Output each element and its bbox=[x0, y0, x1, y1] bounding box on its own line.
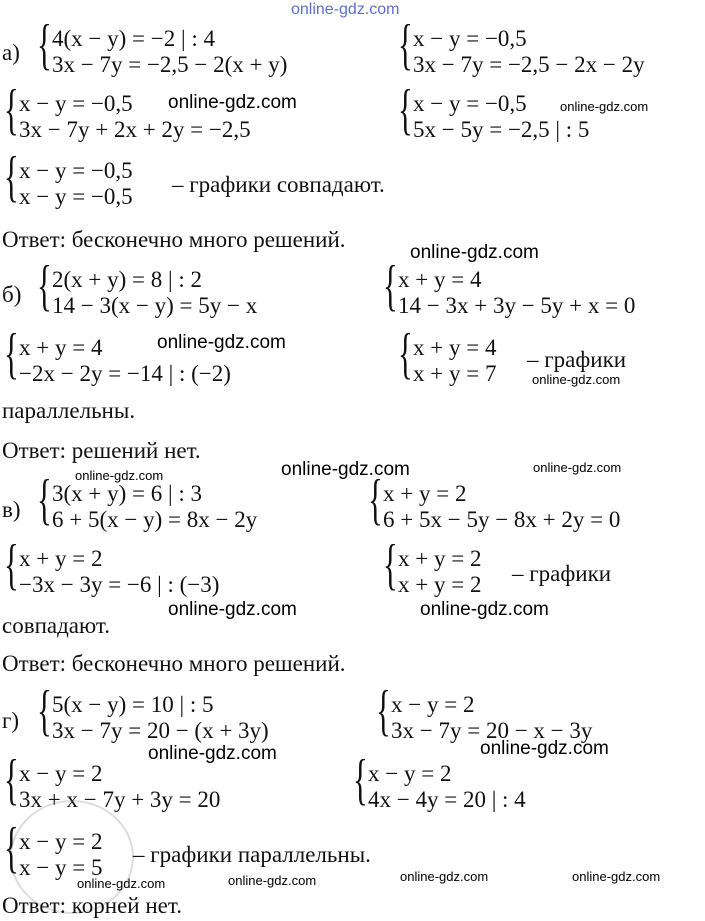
brace-icon: { bbox=[398, 323, 413, 385]
brace-icon: { bbox=[368, 469, 383, 531]
brace-icon: { bbox=[376, 680, 391, 742]
brace-icon: { bbox=[37, 14, 52, 76]
equation: −2x − 2y = −14 | : (−2) bbox=[19, 361, 231, 386]
equation: 5(x − y) = 10 | : 5 bbox=[52, 692, 214, 717]
part-b-note: – графики bbox=[527, 347, 627, 372]
equation: x − y = 2 bbox=[368, 761, 452, 786]
equation: x − y = −0,5 bbox=[413, 91, 527, 116]
equation: x − y = 2 bbox=[19, 829, 103, 854]
equation: 6 + 5(x − y) = 8x − 2y bbox=[52, 507, 258, 532]
watermark: online-gdz.com bbox=[281, 459, 410, 480]
equation: x − y = −0,5 bbox=[413, 26, 527, 51]
watermark: online-gdz.com bbox=[532, 372, 621, 387]
equation: x − y = 2 bbox=[391, 692, 475, 717]
equation: x − y = −0,5 bbox=[19, 184, 133, 209]
watermark: online-gdz.com bbox=[533, 460, 622, 475]
equation: x − y = 2 bbox=[19, 761, 103, 786]
brace-icon: { bbox=[4, 817, 19, 879]
brace-icon: { bbox=[37, 255, 52, 317]
equation: x − y = −0,5 bbox=[19, 158, 133, 183]
watermark: online-gdz.com bbox=[228, 873, 317, 888]
watermark: online-gdz.com bbox=[560, 99, 649, 114]
equation: 3x − 7y = 20 − x − 3y bbox=[391, 718, 593, 743]
equation: 2(x + y) = 8 | : 2 bbox=[52, 267, 203, 292]
part-v-continuation: совпадают. bbox=[2, 613, 110, 638]
watermark: online-gdz.com bbox=[77, 876, 166, 891]
equation: x + y = 2 bbox=[383, 481, 467, 506]
watermark: online-gdz.com bbox=[75, 468, 164, 483]
brace-icon: { bbox=[37, 680, 52, 742]
equation: x + y = 2 bbox=[19, 546, 103, 571]
watermark: online-gdz.com bbox=[148, 743, 277, 764]
equation: 4x − 4y = 20 | : 4 bbox=[368, 787, 526, 812]
equation: 6 + 5x − 5y − 8x + 2y = 0 bbox=[383, 507, 621, 532]
brace-icon: { bbox=[353, 749, 368, 811]
part-g-answer: Ответ: корней нет. bbox=[2, 893, 182, 918]
watermark-top: online-gdz.com bbox=[291, 1, 400, 18]
brace-icon: { bbox=[383, 255, 398, 317]
equation: x + y = 2 bbox=[398, 572, 482, 597]
watermark: online-gdz.com bbox=[168, 92, 297, 113]
equation: 3x + x − 7y + 3y = 20 bbox=[19, 787, 221, 812]
brace-icon: { bbox=[398, 14, 413, 76]
equation: −3x − 3y = −6 | : (−3) bbox=[19, 572, 220, 597]
part-v-answer: Ответ: бесконечно много решений. bbox=[2, 651, 346, 676]
equation: 4(x − y) = −2 | : 4 bbox=[52, 26, 215, 51]
part-a-answer: Ответ: бесконечно много решений. bbox=[2, 227, 346, 252]
equation: x + y = 4 bbox=[398, 267, 482, 292]
equation: x + y = 4 bbox=[413, 335, 497, 360]
watermark: online-gdz.com bbox=[400, 869, 489, 884]
equation: 14 − 3x + 3y − 5y + x = 0 bbox=[398, 293, 636, 318]
brace-icon: { bbox=[383, 534, 398, 596]
part-a-note: – графики совпадают. bbox=[172, 172, 385, 197]
equation: 5x − 5y = −2,5 | : 5 bbox=[413, 117, 590, 142]
brace-icon: { bbox=[4, 534, 19, 596]
equation: x − y = 5 bbox=[19, 855, 103, 880]
equation: x + y = 4 bbox=[19, 335, 103, 360]
equation: 3x − 7y = 20 − (x + 3y) bbox=[52, 718, 269, 743]
watermark: online-gdz.com bbox=[572, 869, 661, 884]
part-b-answer: Ответ: решений нет. bbox=[2, 438, 201, 463]
equation: 3(x + y) = 6 | : 3 bbox=[52, 481, 203, 506]
brace-icon: { bbox=[4, 79, 19, 141]
equation: 3x − 7y = −2,5 − 2x − 2y bbox=[413, 52, 645, 77]
equation: 14 − 3(x − y) = 5y − x bbox=[52, 293, 258, 318]
brace-icon: { bbox=[398, 79, 413, 141]
watermark: online-gdz.com bbox=[480, 738, 609, 759]
part-g-label: г) bbox=[2, 708, 20, 733]
watermark: online-gdz.com bbox=[168, 599, 297, 620]
equation: x + y = 2 bbox=[398, 546, 482, 571]
brace-icon: { bbox=[37, 469, 52, 531]
brace-icon: { bbox=[4, 323, 19, 385]
part-v-label: в) bbox=[2, 497, 21, 522]
equation: 3x − 7y = −2,5 − 2(x + y) bbox=[52, 52, 288, 77]
watermark: online-gdz.com bbox=[420, 599, 549, 620]
part-b-label: б) bbox=[2, 282, 22, 307]
part-b-continuation: параллельны. bbox=[2, 398, 136, 423]
brace-icon: { bbox=[4, 146, 19, 208]
part-a-label: а) bbox=[2, 40, 20, 65]
equation: x − y = −0,5 bbox=[19, 91, 133, 116]
watermark: online-gdz.com bbox=[157, 332, 286, 353]
watermark: online-gdz.com bbox=[410, 242, 539, 263]
brace-icon: { bbox=[4, 749, 19, 811]
equation: 3x − 7y + 2x + 2y = −2,5 bbox=[19, 117, 251, 142]
equation: x + y = 7 bbox=[413, 361, 497, 386]
part-v-note: – графики bbox=[512, 561, 612, 586]
part-g-note: – графики параллельны. bbox=[133, 842, 371, 867]
